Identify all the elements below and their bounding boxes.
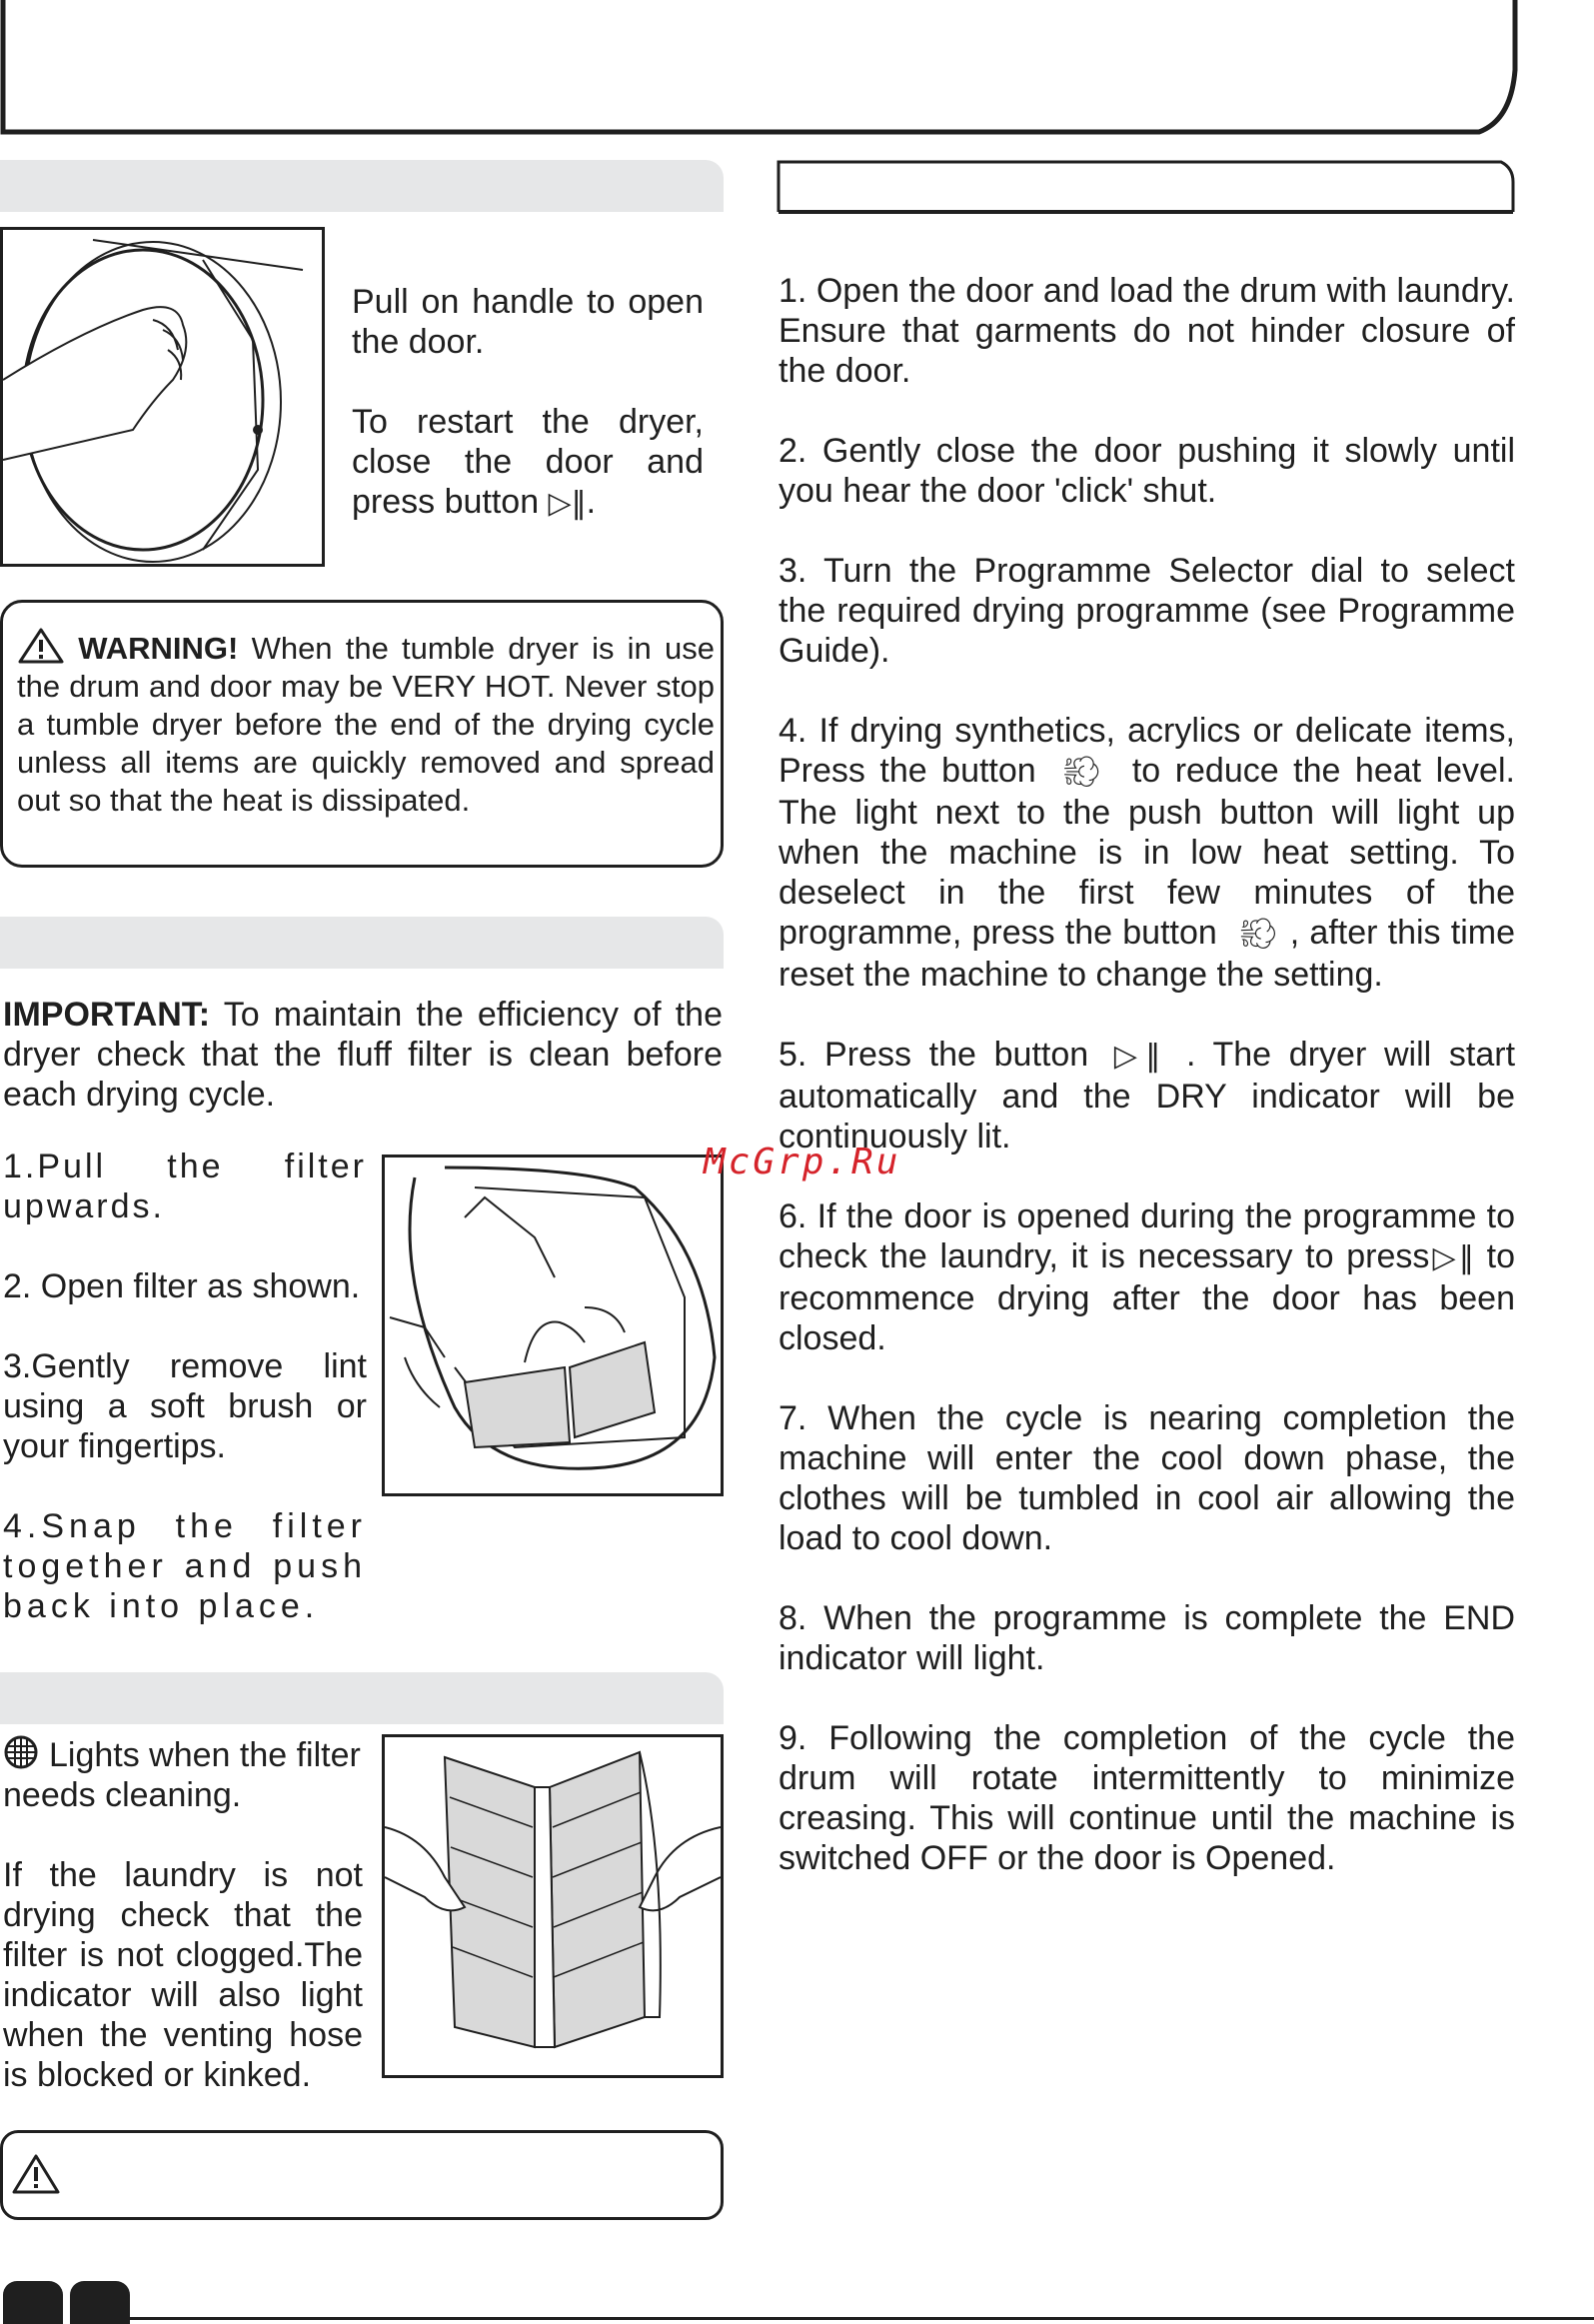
start-pause-icon: ▷‖ <box>1113 1039 1161 1074</box>
page-number-tab-1 <box>3 2281 63 2324</box>
filter-indicator-icon <box>3 1734 39 1770</box>
warning-label: WARNING! <box>78 631 239 666</box>
step-8: 8. When the programme is complete the END indicator will light. <box>779 1599 1515 1677</box>
step-1: 1. Open the door and load the drum with laundry. Ensure that garments do not hinder closure of the door. <box>779 272 1515 390</box>
start-pause-icon: ▷‖ <box>548 486 587 521</box>
warning-triangle-icon <box>17 627 65 665</box>
step-5 <box>779 1035 1515 1157</box>
filter-step-3: 3.Gently remove lint using a soft brush or your fingertips. <box>3 1347 367 1465</box>
important-label: IMPORTANT: <box>3 996 211 1034</box>
door-illustration <box>0 227 325 567</box>
filter-open-illustration <box>382 1734 724 2078</box>
indicator-light-text <box>3 1734 363 1815</box>
feather-icon: 💨︎ <box>1238 917 1278 952</box>
important-paragraph <box>3 995 723 1115</box>
step-6-part-a: 6. If the door is opened during the programme to check the laundry, it is necessary to press <box>779 1197 1515 1275</box>
door-restart-text-suffix: . <box>586 483 597 521</box>
door-restart-text-prefix: To restart the dryer, close the door and press button <box>352 403 704 521</box>
loading-steps <box>779 271 1515 1918</box>
feather-icon: 💨︎ <box>1062 755 1106 790</box>
warning-body: When the tumble dryer is in use the drum and door may be VERY HOT. Never stop a tumble dryer before the end of the drying cycle unless all items are quickly removed and spread out so that the heat is dissipated. <box>17 631 715 818</box>
bottom-warning-box <box>0 2130 724 2220</box>
warning-text-block <box>17 627 715 820</box>
door-instructions <box>352 282 704 524</box>
filter-step-4: 4.Snap the filter together and push back into place. <box>3 1507 367 1625</box>
filter-step-2: 2. Open filter as shown. <box>3 1267 361 1305</box>
step-7: 7. When the cycle is nearing completion the machine will enter the cool down phase, the clothes will be tumbled in cool air allowing the load to cool down. <box>779 1399 1515 1557</box>
section-band-door <box>0 160 724 212</box>
step-4-part-b: to reduce the heat level. The light next to the push button will light up when the machine is in low heat setting. To deselect in the first few minutes of the programme, press the button <box>779 752 1515 952</box>
warning-box <box>0 600 724 868</box>
start-pause-icon: ▷‖ <box>1429 1240 1474 1275</box>
door-open-text: Pull on handle to open the door. <box>352 283 704 361</box>
step-4-part-a: 4. If drying synthetics, acrylics or delicate items, Press the button <box>779 712 1515 790</box>
step-5-part-b: . The dryer will start automatically and the DRY indicator will be continuously lit. <box>779 1036 1516 1156</box>
step-6 <box>779 1196 1515 1358</box>
watermark: McGrp.Ru <box>704 1142 901 1182</box>
page-header-frame <box>0 0 1519 135</box>
indicator-clog-text: If the laundry is not drying check that the filter is not clogged.The indicator will also light when the venting hose is blocked or kinked. <box>3 1856 363 2094</box>
filter-removal-illustration <box>382 1155 724 1496</box>
filter-step-1: 1.Pull the filter upwards. <box>3 1148 367 1225</box>
indicator-light-text-body: Lights when the filter needs cleaning. <box>3 1736 361 1814</box>
page-number-tab-2 <box>70 2281 130 2324</box>
step-3: 3. Turn the Programme Selector dial to select the required drying programme (see Programme Guide). <box>779 552 1515 670</box>
important-text: To maintain the efficiency of the dryer check that the fluff filter is clean before each drying cycle. <box>3 996 723 1114</box>
step-4-part-c: , after this time reset the machine to change the setting. <box>779 914 1515 994</box>
step-9: 9. Following the completion of the cycle the drum will rotate intermittently to minimize creasing. This will continue until the machine is switched OFF or the door is Opened. <box>779 1719 1515 1877</box>
indicator-text <box>3 1734 363 2135</box>
footer-rule <box>130 2317 1594 2320</box>
step-2: 2. Gently close the door pushing it slowly until you hear the door 'click' shut. <box>779 432 1515 510</box>
step-6-part-b: to recommence drying after the door has been closed. <box>779 1237 1515 1357</box>
right-section-header-box <box>777 160 1516 215</box>
step-5-part-a: 5. Press the button <box>779 1036 1089 1074</box>
door-restart-text <box>352 402 704 524</box>
section-band-filter <box>0 917 724 969</box>
step-4 <box>779 711 1515 995</box>
filter-steps <box>3 1147 367 1666</box>
section-band-indicator <box>0 1672 724 1724</box>
warning-triangle-icon <box>11 2153 61 2195</box>
